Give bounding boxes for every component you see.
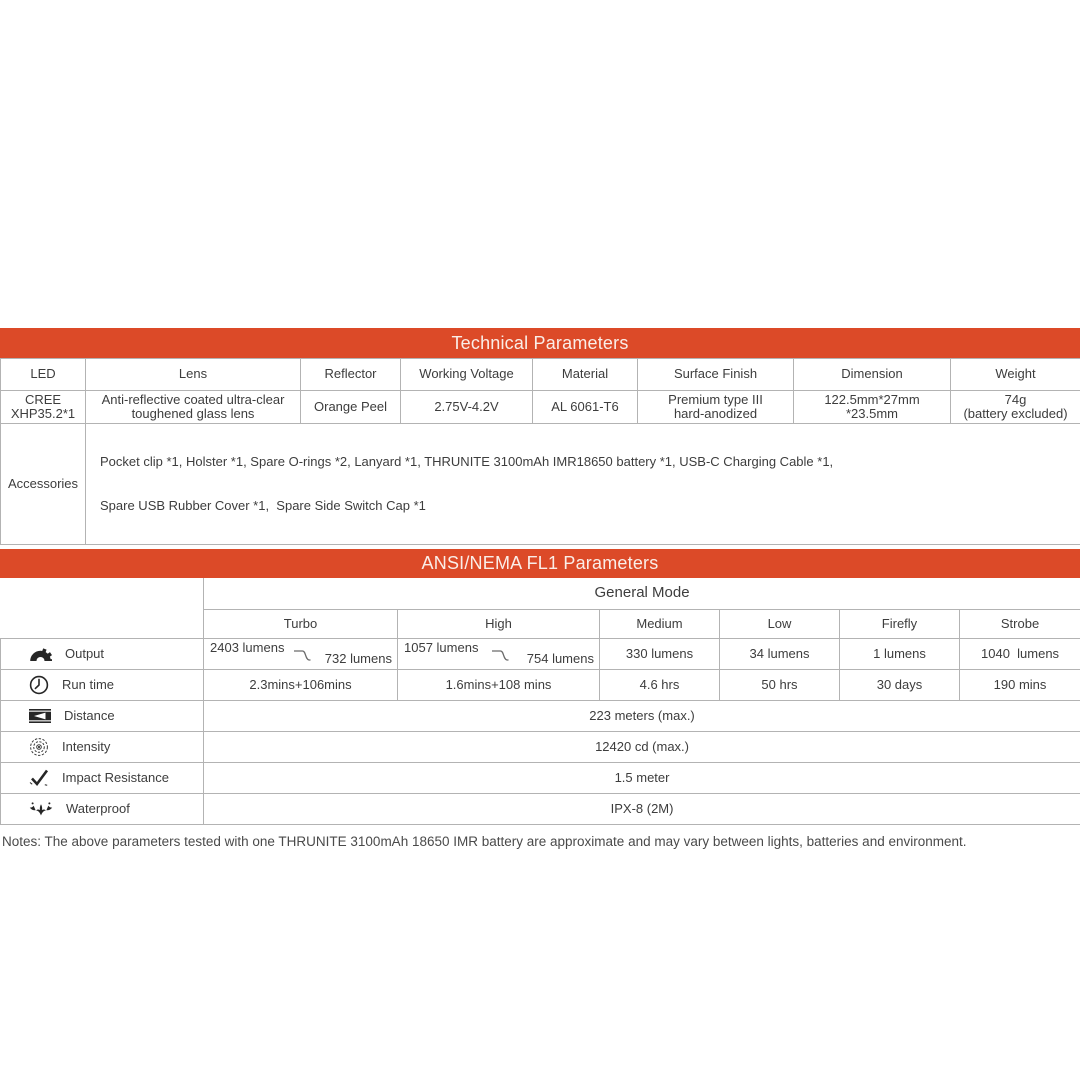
tech-value-lens: Anti-reflective coated ultra-clear toughened glass lens xyxy=(86,391,301,424)
impact-row xyxy=(1,762,1080,793)
output-medium: 330 lumens xyxy=(600,638,720,669)
tech-header-material: Material xyxy=(533,359,638,391)
runtime-high: 1.6mins+108 mins xyxy=(398,669,600,700)
accessories-row xyxy=(1,424,1080,545)
runtime-low: 50 hrs xyxy=(720,669,840,700)
waterproof-row xyxy=(1,793,1080,824)
impact-label-cell xyxy=(1,762,204,793)
step-down-icon xyxy=(491,648,515,663)
output-turbo: 2403 lumens 732 lumens xyxy=(204,638,398,669)
corner-spacer xyxy=(1,578,204,639)
target-icon xyxy=(29,737,49,757)
fl1-parameters-table xyxy=(0,578,1080,825)
tech-header-row xyxy=(1,359,1080,391)
runtime-strobe: 190 mins xyxy=(960,669,1080,700)
tech-header-voltage: Working Voltage xyxy=(401,359,533,391)
output-strobe: 1040 lumens xyxy=(960,638,1080,669)
tech-header-dimension: Dimension xyxy=(794,359,951,391)
fl1-parameters-banner xyxy=(0,549,1080,578)
mode-turbo: Turbo xyxy=(204,609,398,638)
intensity-row xyxy=(1,731,1080,762)
impact-label: Impact Resistance xyxy=(62,769,169,785)
mode-low: Low xyxy=(720,609,840,638)
tech-value-reflector: Orange Peel xyxy=(301,391,401,424)
runtime-label-cell xyxy=(1,669,204,700)
mode-high: High xyxy=(398,609,600,638)
mode-medium: Medium xyxy=(600,609,720,638)
distance-label: Distance xyxy=(64,707,115,723)
distance-value: 223 meters (max.) xyxy=(204,700,1080,731)
distance-label-cell xyxy=(1,700,204,731)
clock-icon xyxy=(29,675,49,695)
checkmark-icon xyxy=(29,769,49,787)
tech-value-row xyxy=(1,391,1080,424)
tech-value-voltage: 2.75V-4.2V xyxy=(401,391,533,424)
tech-header-weight: Weight xyxy=(951,359,1080,391)
runtime-label: Run time xyxy=(62,676,115,692)
technical-parameters-title: Technical Parameters xyxy=(451,332,629,353)
footnote: Notes: The above parameters tested with one THRUNITE 3100mAh 18650 IMR battery are approximate and may vary between lights, batteries and environment. xyxy=(2,833,967,849)
accessories-label: Accessories xyxy=(1,424,86,545)
tech-value-finish: Premium type III hard-anodized xyxy=(638,391,794,424)
runtime-firefly: 30 days xyxy=(840,669,960,700)
intensity-label: Intensity xyxy=(62,738,111,754)
mode-firefly: Firefly xyxy=(840,609,960,638)
step-down-icon xyxy=(293,648,317,663)
tech-header-led: LED xyxy=(1,359,86,391)
tech-value-weight: 74g (battery excluded) xyxy=(951,391,1080,424)
spec-content xyxy=(0,328,1080,849)
output-label: Output xyxy=(65,645,105,661)
tech-value-led: CREE XHP35.2*1 xyxy=(1,391,86,424)
beam-distance-icon xyxy=(29,709,51,723)
output-row xyxy=(1,638,1080,669)
runtime-row xyxy=(1,669,1080,700)
impact-value: 1.5 meter xyxy=(204,762,1080,793)
waterproof-value: IPX-8 (2M) xyxy=(204,793,1080,824)
general-mode-header: General Mode xyxy=(204,578,1080,610)
tech-header-finish: Surface Finish xyxy=(638,359,794,391)
general-mode-row xyxy=(1,578,1080,610)
output-low: 34 lumens xyxy=(720,638,840,669)
intensity-label-cell xyxy=(1,731,204,762)
waterproof-label: Waterproof xyxy=(66,800,130,816)
accessories-value: Pocket clip *1, Holster *1, Spare O-rings *2, Lanyard *1, THRUNITE 3100mAh IMR18650 battery *1, USB-C Charging Cable *1, Spare USB Rubber Cover *1, Spare Side Switch Cap *1 xyxy=(86,424,1080,545)
fl1-parameters-title: ANSI/NEMA FL1 Parameters xyxy=(421,552,659,573)
mode-strobe: Strobe xyxy=(960,609,1080,638)
output-high: 1057 lumens 754 lumens xyxy=(398,638,600,669)
technical-parameters-banner xyxy=(0,328,1080,358)
tech-value-material: AL 6061-T6 xyxy=(533,391,638,424)
water-splash-icon xyxy=(29,801,53,816)
runtime-turbo: 2.3mins+106mins xyxy=(204,669,398,700)
output-label-cell xyxy=(1,638,204,669)
tech-header-reflector: Reflector xyxy=(301,359,401,391)
gear-icon xyxy=(29,647,52,661)
runtime-medium: 4.6 hrs xyxy=(600,669,720,700)
output-firefly: 1 lumens xyxy=(840,638,960,669)
intensity-value: 12420 cd (max.) xyxy=(204,731,1080,762)
tech-value-dimension: 122.5mm*27mm *23.5mm xyxy=(794,391,951,424)
waterproof-label-cell xyxy=(1,793,204,824)
tech-header-lens: Lens xyxy=(86,359,301,391)
technical-parameters-table xyxy=(0,358,1080,545)
distance-row xyxy=(1,700,1080,731)
